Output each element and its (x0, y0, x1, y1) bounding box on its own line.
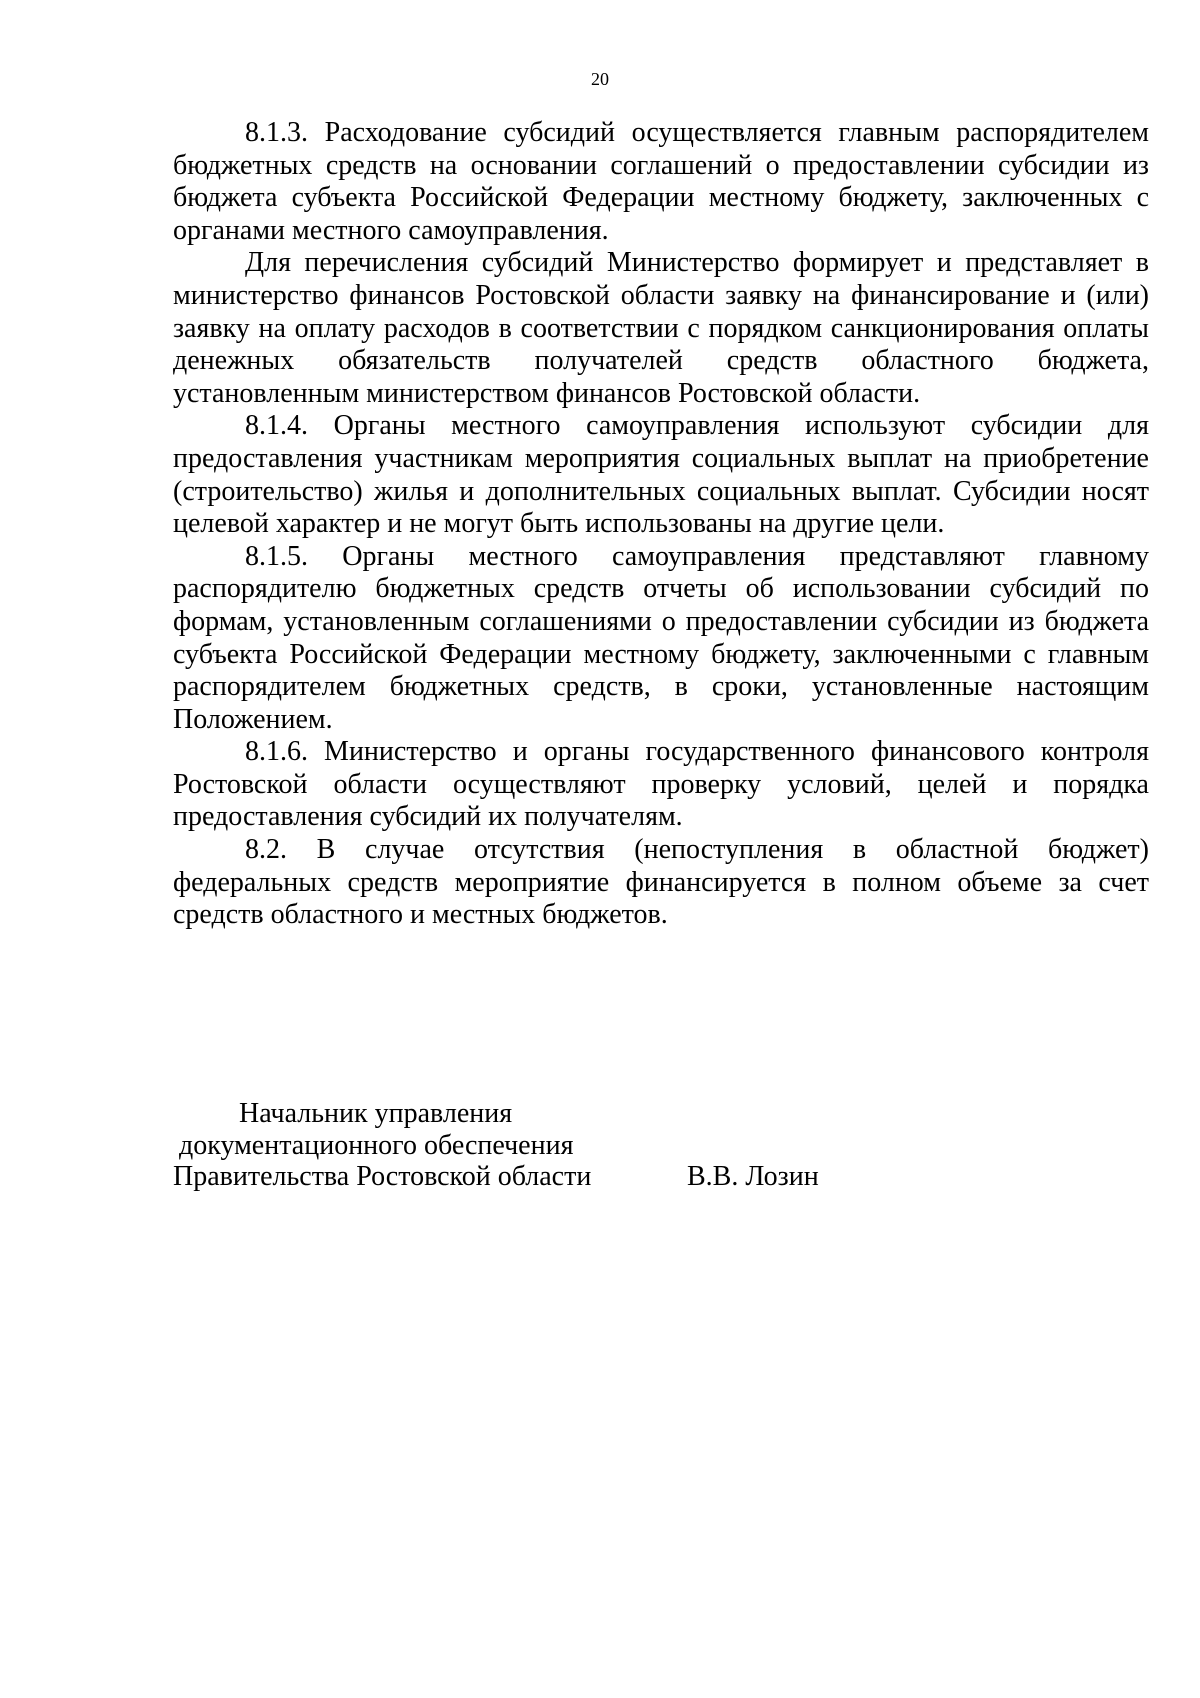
signature-row (173, 1161, 1149, 1193)
paragraph-8-1-5: 8.1.5. Органы местного самоуправления представляют главному распорядителю бюджетных средств отчеты об использовании субсидий по формам, установленным соглашениями о предоставлении субсидии из бюджета субъекта Российской Федерации местному бюджету, заключенными с главным распорядителем бюджетных средств, в сроки, установленные настоящим Положением. (173, 540, 1149, 735)
signatory-position-line-1: Начальник управления (239, 1098, 513, 1129)
paragraph-8-1-4: 8.1.4. Органы местного самоуправления используют субсидии для предоставления участникам мероприятия социальных выплат на приобретение (строительство) жилья и дополнительных социальных выплат. Субсидии носят целевой характер и не могут быть использованы на другие цели. (173, 410, 1149, 540)
paragraph-8-1-6: 8.1.6. Министерство и органы государственного финансового контроля Ростовской области осуществляют проверку условий, целей и порядка предоставления субсидий их получателям. (173, 736, 1149, 833)
document-body (173, 117, 1149, 932)
paragraph-8-1-3: 8.1.3. Расходование субсидий осуществляется главным распорядителем бюджетных средств на основании соглашений о предоставлении субсидии из бюджета субъекта Российской Федерации местному бюджету, заключенных с органами местного самоуправления. (173, 117, 1149, 246)
signatory-name: В.В. Лозин (687, 1161, 819, 1192)
signatory-position-line-2: документационного обеспечения (179, 1129, 574, 1161)
page-number: 20 (591, 69, 609, 89)
signatory-position-line-3: Правительства Ростовской области (173, 1161, 592, 1192)
paragraph-financing-request: Для перечисления субсидий Министерство формирует и представляет в министерство финансов Ростовской области заявку на финансирование и (или) заявку на оплату расходов в соответствии с порядком санкционирования оплаты денежных обязательств получателей средств областного бюджета, установленным министерством финансов Ростовской области. (173, 247, 1149, 409)
signature-block (173, 1098, 1149, 1193)
paragraph-8-2: 8.2. В случае отсутствия (непоступления в областной бюджет) федеральных средств мероприятие финансируется в полном объеме за счет средств областного и местных бюджетов. (173, 834, 1149, 931)
